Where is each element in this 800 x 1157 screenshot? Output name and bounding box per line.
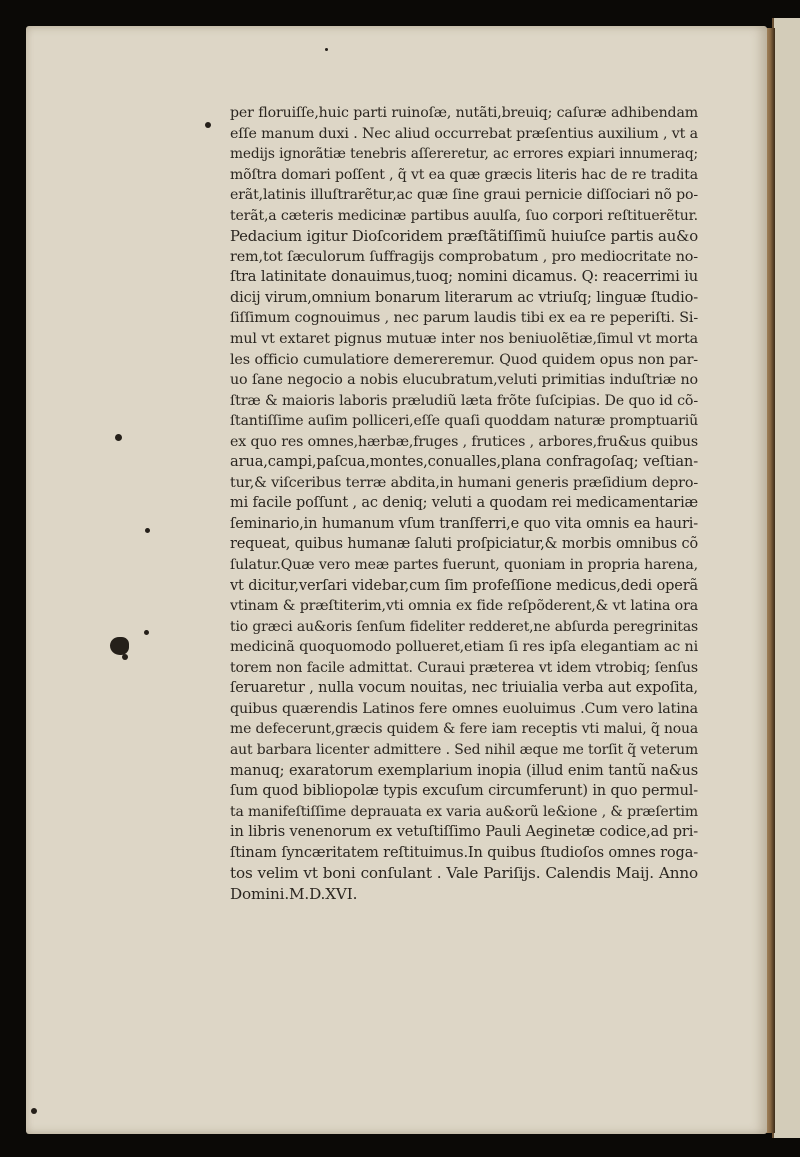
text-line: per floruiſſe,huic parti ruinoſæ, nutãti,breuiq; caſuræ adhibendam <box>230 105 698 121</box>
ink-blot <box>110 637 129 655</box>
ink-spot <box>122 654 128 660</box>
text-line: eſſe manum duxi . Nec aliud occurrebat præſentius auxilium , vt a <box>230 125 698 142</box>
text-line: tur,& viſceribus terræ abdita,in humani generis præſidium depro- <box>230 474 698 491</box>
ink-spot <box>145 528 150 533</box>
text-line: ſulatur.Quæ vero meæ partes fuerunt, quoniam in propria harena, <box>230 557 698 574</box>
text-line: ſtræ & maioris laboris præludiũ læta frõte ſuſcipias. De quo id cõ- <box>230 392 698 409</box>
ink-spot <box>144 630 149 635</box>
text-line: requeat, quibus humanæ ſaluti proſpiciatur,& morbis omnibus cõ <box>230 536 698 553</box>
text-line: aut barbara licenter admittere . Sed nihil æque me torſit q̃ veterum <box>230 741 698 758</box>
text-line: ex quo res omnes,hærbæ,fruges , frutices , arbores,fru&us quibus <box>230 433 698 450</box>
text-line: tos velim vt boni conſulant . Vale Pariſijs. Calendis Maij. Anno <box>230 864 698 883</box>
letter-body-text <box>230 103 698 904</box>
ink-spot <box>115 434 122 441</box>
adjacent-page-edge <box>772 18 800 1138</box>
text-line: quibus quærendis Latinos fere omnes euoluimus .Cum vero latina <box>230 700 698 717</box>
text-line: vt dicitur,verſari videbar,cum ſim profeſſione medicus,dedi operã <box>230 577 698 594</box>
text-line: medicinã quoquomodo pollueret,etiam ſi res ipſa elegantiam ac ni <box>230 639 698 656</box>
text-line: vtinam & præſtiterim,vti omnia ex fide reſpõderent,& vt latina ora <box>230 598 698 615</box>
text-line: ſeminario,in humanum vſum tranſferri,e quo vita omnis ea hauri- <box>230 515 698 532</box>
text-line: me defecerunt,græcis quidem & fere iam receptis vti malui, q̃ noua <box>230 721 698 738</box>
text-line: les officio cumulatiore demereremur. Quod quidem opus non par- <box>230 351 698 368</box>
text-line: terãt,a cæteris medicinæ partibus auulſa, ſuo corpori reſtituerẽtur. <box>230 207 698 224</box>
text-line: dicij virum,omnium bonarum literarum ac vtriuſq; linguæ ſtudio- <box>230 289 698 306</box>
text-line: Pedacium igitur Dioſcoridem præſtãtiſſimũ huiuſce partis au&o <box>230 227 698 246</box>
text-line: uo ſane negocio a nobis elucubratum,veluti primitias induſtriæ no <box>230 372 698 389</box>
text-line: in libris venenorum ex vetuſtiſſimo Pauli Aeginetæ codice,ad pri- <box>230 823 698 841</box>
ink-spot <box>325 48 328 51</box>
text-line: rem,tot ſæculorum ſuffragijs comprobatum , pro mediocritate no- <box>230 248 698 265</box>
text-line: ſiſſimum cognouimus , nec parum laudis tibi ex ea re peperiſti. Si- <box>230 310 698 327</box>
text-line: ta manifeſtiſſime deprauata ex varia au&orũ le&ione , & præſertim <box>230 803 698 820</box>
text-line: Domini.M.D.XVI. <box>230 884 358 903</box>
text-line: tio græci au&oris ſenſum fideliter redderet,ne abſurda peregrinitas <box>230 618 698 635</box>
text-line: erãt,latinis illuſtrarẽtur,ac quæ ſine graui pernicie diſſociari nõ po- <box>230 187 698 204</box>
text-line: arua,campi,paſcua,montes,conualles,plana confragoſaq; veſtian- <box>230 453 698 471</box>
ink-spot <box>31 1108 37 1114</box>
text-line: ſtinam ſyncæritatem reſtituimus.In quibus ſtudioſos omnes roga- <box>230 843 698 861</box>
text-line: ſum quod bibliopolæ typis excuſum circumferunt) in quo permul- <box>230 783 698 800</box>
text-line: ſtra latinitate donauimus,tuoq; nomini dicamus. Q: reacerrimi iu <box>230 268 698 286</box>
ink-spot <box>205 122 211 128</box>
text-line: manuq; exaratorum exemplarium inopia (illud enim tantũ na&us <box>230 762 698 779</box>
text-line: ſtantiſſime auſim polliceri,eſſe quaſi quoddam naturæ promptuariũ <box>230 413 698 430</box>
text-line: ſeruaretur , nulla vocum nouitas, nec triuialia verba aut expoſita, <box>230 680 698 697</box>
text-line: mul vt extaret pignus mutuæ inter nos beniuolẽtiæ,ſimul vt morta <box>230 331 698 348</box>
text-line: torem non facile admittat. Curaui præterea vt idem vtrobiq; ſenſus <box>230 659 698 676</box>
text-line: medijs ignorãtiæ tenebris aſſereretur, ac errores expiari innumeraq; <box>230 146 698 163</box>
text-line: mõſtra domari poſſent , q̃ vt ea quæ græcis literis hac de re tradita <box>230 166 698 183</box>
text-line: mi facile poſſunt , ac deniq; veluti a quodam rei medicamentariæ <box>230 495 698 512</box>
